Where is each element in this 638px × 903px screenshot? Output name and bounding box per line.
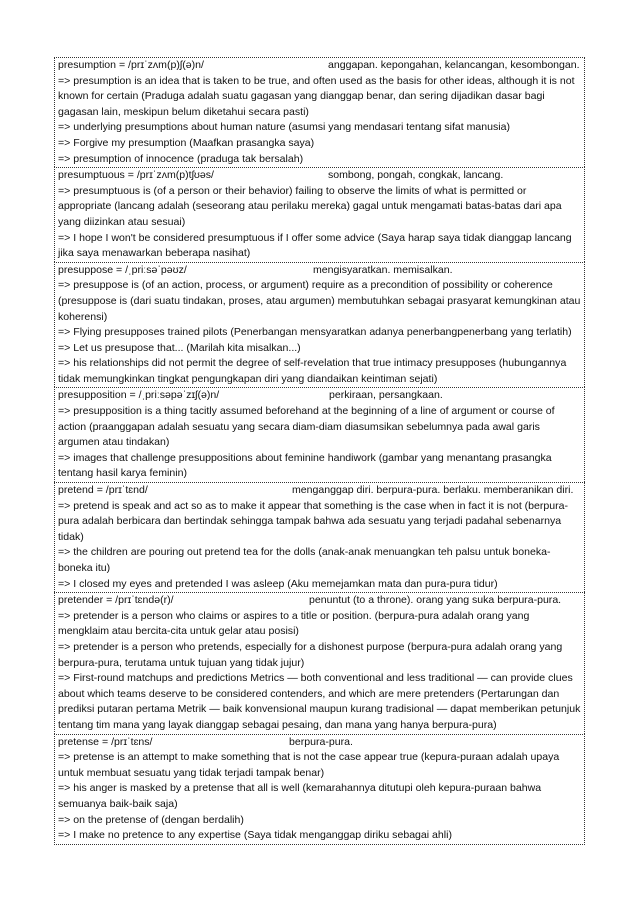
entry-example-line: => I hope I won't be considered presumptuous if I offer some advice (Saya harap saya tidak dianggap lancang jika saya menawarkan beberapa nasihat) <box>58 231 572 260</box>
entry-example-line: => First-round matchups and predictions Metrics — both conventional and less traditional — can provide clues about which teams deserve to be considered contenders, and which are mere pretenders (Pertarungan dan prediksi putaran pertama Metrik — baik konvensional maupun kurang tradisional — dapat memberikan petunjuk tentang tim mana yang layak dianggap sebagai pesaing, dan mana yang hanya berpura-pura) <box>58 672 581 731</box>
dictionary-page <box>54 57 585 845</box>
entry-translation: perkiraan, persangkaan. <box>329 389 443 402</box>
entry-translation: mengisyaratkan. memisalkan. <box>313 263 453 276</box>
entry-translation: anggapan. kepongahan, kelancangan, kesombongan. <box>328 59 580 71</box>
entry-example-line: => pretender is a person who pretends, especially for a dishonest purpose (berpura-pura adalah orang yang berpura-pura, terutama untuk tujuan yang tidak jujur) <box>58 640 563 669</box>
dictionary-entry <box>54 734 585 845</box>
entry-example-line: => pretender is a person who claims or aspires to a title or position. (berpura-pura adalah orang yang mengklaim atau bercita-cita untuk gelar atau posisi) <box>58 609 530 638</box>
entry-header <box>58 388 582 404</box>
entry-headword: pretense = /prɪˈtɛns/ <box>58 735 153 748</box>
entry-translation: sombong, pongah, congkak, lancang. <box>328 169 504 182</box>
entry-header <box>58 735 582 751</box>
entry-example-line: => underlying presumptions about human nature (asumsi yang mendasari tentang sifat manusia) <box>58 121 511 134</box>
dictionary-entry <box>54 262 585 388</box>
entry-headword: pretend = /prɪˈtɛnd/ <box>58 484 148 497</box>
entry-example-line: => presupposition is a thing tacitly assumed beforehand at the beginning of a line of argument or course of action (praanggapan adalah sesuatu yang secara diam-diam diasumsikan sebelumnya pada awal garis argumen atau tindakan) <box>58 405 555 449</box>
entry-example-line: => presuppose is (of an action, process, or argument) require as a precondition of possibility or coherence (presuppose is (dari suatu tindakan, proses, atau argumen) membutuhkan sebagai prasyarat kemungkinan atau koherensi) <box>58 279 581 323</box>
dictionary-entry <box>54 387 585 482</box>
entry-headword: presupposition = /ˌpriːsəpəˈzɪʃ(ə)n/ <box>58 389 220 402</box>
entry-example-line: => images that challenge presuppositions about feminine handiwork (gambar yang menantang prasangka tentang hasil karya feminin) <box>58 451 552 480</box>
entry-example-line: => presumptuous is (of a person or their behavior) failing to observe the limits of what is permitted or appropriate (lancang adalah (seseorang atau perilaku mereka) gagal untuk mengamati batas-batas dari apa yang diizinkan atau sesuai) <box>58 184 562 228</box>
dictionary-entry <box>54 592 585 733</box>
entry-example-line: => his anger is masked by a pretense that all is well (kemarahannya ditutupi oleh kepura-puraan bahwa semuanya baik-baik saja) <box>58 782 542 810</box>
entry-translation: penuntut (to a throne). orang yang suka berpura-pura. <box>309 594 562 607</box>
entry-headword: presumptuous = /prɪˈzʌm(p)tʃʊəs/ <box>58 169 214 182</box>
entry-translation: menganggap diri. berpura-pura. berlaku. memberanikan diri. <box>292 484 574 497</box>
entry-header <box>58 168 582 184</box>
entry-example-line: => Flying presupposes trained pilots (Penerbangan mensyaratkan adanya penerbangpenerbang yang terlatih) <box>58 326 572 339</box>
entry-example-line: => pretend is speak and act so as to make it appear that something is the case when in fact it is not (berpura-pura adalah berbicara dan bertindak sehingga tampak bahwa ada sesuatu yang terjadi padahal sebenarnya tidak) <box>58 499 569 543</box>
entry-example-line: => I closed my eyes and pretended I was asleep (Aku memejamkan mata dan pura-pura tidur) <box>58 577 498 590</box>
entry-example-line: => presumption is an idea that is taken to be true, and often used as the basis for other ideas, although it is not known for certain (Praduga adalah suatu gagasan yang dianggap benar, dan sering dijadikan dasar bagi gagasan lain, meskipun belum diketahui secara pasti) <box>58 74 575 118</box>
entry-example-line: => the children are pouring out pretend tea for the dolls (anak-anak menuangkan teh palsu untuk boneka-boneka itu) <box>58 546 551 574</box>
entry-header <box>58 593 582 609</box>
dictionary-entry <box>54 482 585 592</box>
entry-header <box>58 58 582 74</box>
entry-example-line: => pretense is an attempt to make something that is not the case appear true (kepura-puraan adalah upaya untuk membuat sesuatu yang tidak terjadi tampak benar) <box>58 751 560 779</box>
entry-example-line: => Let us presupose that... (Marilah kita misalkan...) <box>58 341 301 354</box>
entry-headword: presumption = /prɪˈzʌm(p)ʃ(ə)n/ <box>58 59 204 71</box>
entry-example-line: => presumption of innocence (praduga tak bersalah) <box>58 152 304 165</box>
entry-header <box>58 483 582 499</box>
entry-example-line: => I make no pretence to any expertise (Saya tidak menganggap diriku sebagai ahli) <box>58 829 452 842</box>
entry-header <box>58 263 582 279</box>
entry-headword: pretender = /prɪˈtɛndə(r)/ <box>58 594 174 607</box>
entry-example-line: => his relationships did not permit the degree of self-revelation that true intimacy presupposes (hubungannya tidak memungkinkan tingkat pengungkapan diri yang diandaikan keintiman sejati) <box>58 357 567 385</box>
dictionary-entry <box>54 167 585 262</box>
dictionary-entry <box>54 57 585 167</box>
entry-translation: berpura-pura. <box>289 735 353 748</box>
entry-example-line: => Forgive my presumption (Maafkan prasangka saya) <box>58 136 315 149</box>
entry-example-line: => on the pretense of (dengan berdalih) <box>58 813 244 826</box>
entry-headword: presuppose = /ˌpriːsəˈpəʊz/ <box>58 263 187 276</box>
